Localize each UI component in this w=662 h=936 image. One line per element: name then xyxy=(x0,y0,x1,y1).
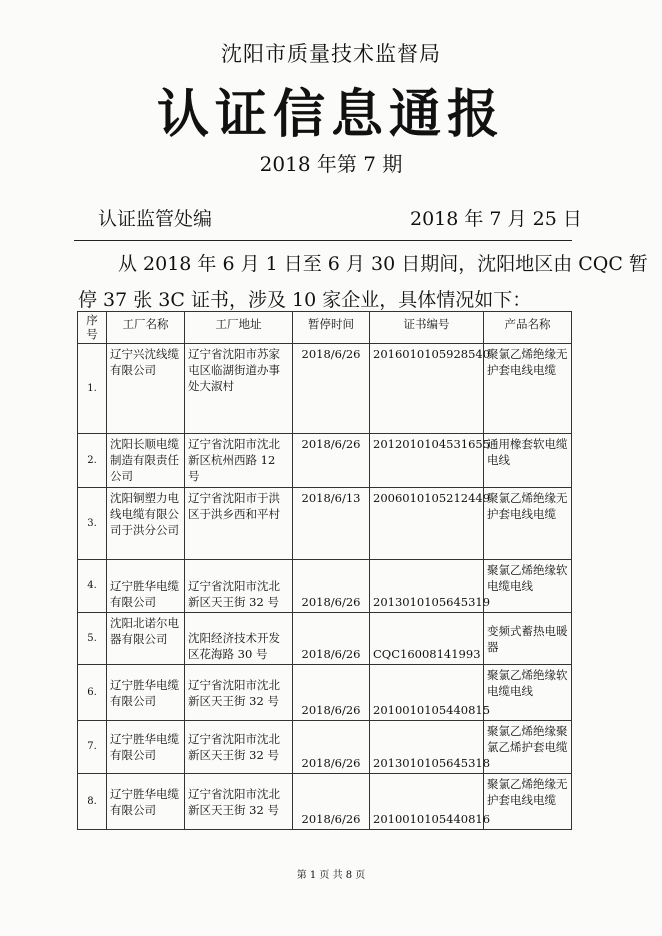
cell-factory: 沈阳铜塑力电线电缆有限公司于洪分公司 xyxy=(107,488,185,560)
cell-factory: 辽宁胜华电缆有限公司 xyxy=(107,665,185,721)
cell-date: 2018/6/26 xyxy=(293,665,370,721)
editing-department: 认证监管处编 xyxy=(98,208,213,230)
cell-cert: 2010010105440815 xyxy=(370,665,484,721)
cell-no: 6. xyxy=(78,665,107,721)
cell-date: 2018/6/13 xyxy=(293,488,370,560)
table-row xyxy=(78,613,572,665)
cell-product: 聚氯乙烯绝缘无护套电线电缆 xyxy=(484,774,572,830)
cell-no: 8. xyxy=(78,774,107,830)
cell-factory: 沈阳北诺尔电器有限公司 xyxy=(107,613,185,665)
cell-address: 辽宁省沈阳市沈北新区天王街 32 号 xyxy=(185,721,293,774)
cell-address: 辽宁省沈阳市沈北新区天王街 32 号 xyxy=(185,560,293,613)
issue-number: 2018 年第 7 期 xyxy=(259,152,403,176)
issuing-organization: 沈阳市质量技术监督局 xyxy=(221,42,441,66)
cell-address: 辽宁省沈阳市于洪区于洪乡西和平村 xyxy=(185,488,293,560)
cell-address: 辽宁省沈阳市苏家屯区临湖街道办事处大淑村 xyxy=(185,344,293,434)
cell-cert: 2012010104531655 xyxy=(370,434,484,488)
cell-product: 通用橡套软电缆电线 xyxy=(484,434,572,488)
cell-no: 5. xyxy=(78,613,107,665)
cell-product: 聚氯乙烯绝缘聚氯乙烯护套电缆 xyxy=(484,721,572,774)
header-no: 序号 xyxy=(78,312,107,344)
header-address: 工厂地址 xyxy=(185,312,293,344)
table-header-row xyxy=(78,312,572,344)
intro-line-1: 从 2018 年 6 月 1 日至 6 月 30 日期间，沈阳地区由 CQC 暂 xyxy=(118,253,648,275)
cell-cert: 2016010105928540 xyxy=(370,344,484,434)
cell-date: 2018/6/26 xyxy=(293,774,370,830)
cell-product: 变频式蓄热电暖器 xyxy=(484,613,572,665)
cell-cert: CQC16008141993 xyxy=(370,613,484,665)
page-footer: 第 1 页 共 8 页 xyxy=(296,870,366,881)
cell-cert: 2006010105212449 xyxy=(370,488,484,560)
cell-date: 2018/6/26 xyxy=(293,721,370,774)
cell-product: 聚氯乙烯绝缘无护套电线电缆 xyxy=(484,344,572,434)
table-row xyxy=(78,721,572,774)
table-row xyxy=(78,488,572,560)
cell-cert: 2013010105645318 xyxy=(370,721,484,774)
cell-date: 2018/6/26 xyxy=(293,344,370,434)
publish-date: 2018 年 7 月 25 日 xyxy=(410,208,582,230)
document-title: 认证信息通报 xyxy=(156,84,505,145)
cell-date: 2018/6/26 xyxy=(293,613,370,665)
header-product: 产品名称 xyxy=(484,312,572,344)
header-factory: 工厂名称 xyxy=(107,312,185,344)
intro-line-2: 停 37 张 3C 证书，涉及 10 家企业，具体情况如下： xyxy=(78,289,532,311)
cell-factory: 辽宁兴沈线缆有限公司 xyxy=(107,344,185,434)
header-rule xyxy=(74,240,572,241)
table-row xyxy=(78,434,572,488)
cell-no: 2. xyxy=(78,434,107,488)
table-row xyxy=(78,344,572,434)
cell-factory: 辽宁胜华电缆有限公司 xyxy=(107,560,185,613)
cell-cert: 2010010105440816 xyxy=(370,774,484,830)
table-row xyxy=(78,774,572,830)
cell-product: 聚氯乙烯绝缘软电缆电线 xyxy=(484,560,572,613)
cell-date: 2018/6/26 xyxy=(293,434,370,488)
cell-no: 7. xyxy=(78,721,107,774)
table-row xyxy=(78,665,572,721)
cell-no: 1. xyxy=(78,344,107,434)
cell-no: 3. xyxy=(78,488,107,560)
cell-factory: 辽宁胜华电缆有限公司 xyxy=(107,774,185,830)
header-cert: 证书编号 xyxy=(370,312,484,344)
cell-factory: 辽宁胜华电缆有限公司 xyxy=(107,721,185,774)
cell-address: 辽宁省沈阳市沈北新区天王街 32 号 xyxy=(185,665,293,721)
cell-product: 聚氯乙烯绝缘软电缆电线 xyxy=(484,665,572,721)
cell-address: 沈阳经济技术开发区花海路 30 号 xyxy=(185,613,293,665)
suspended-certificates-table xyxy=(77,311,572,830)
table-row xyxy=(78,560,572,613)
cell-factory: 沈阳长顺电缆制造有限责任公司 xyxy=(107,434,185,488)
cell-date: 2018/6/26 xyxy=(293,560,370,613)
cell-address: 辽宁省沈阳市沈北新区天王街 32 号 xyxy=(185,774,293,830)
cell-address: 辽宁省沈阳市沈北新区杭州西路 12 号 xyxy=(185,434,293,488)
cell-product: 聚氯乙烯绝缘无护套电线电缆 xyxy=(484,488,572,560)
cell-cert: 2013010105645319 xyxy=(370,560,484,613)
header-date: 暂停时间 xyxy=(293,312,370,344)
cell-no: 4. xyxy=(78,560,107,613)
